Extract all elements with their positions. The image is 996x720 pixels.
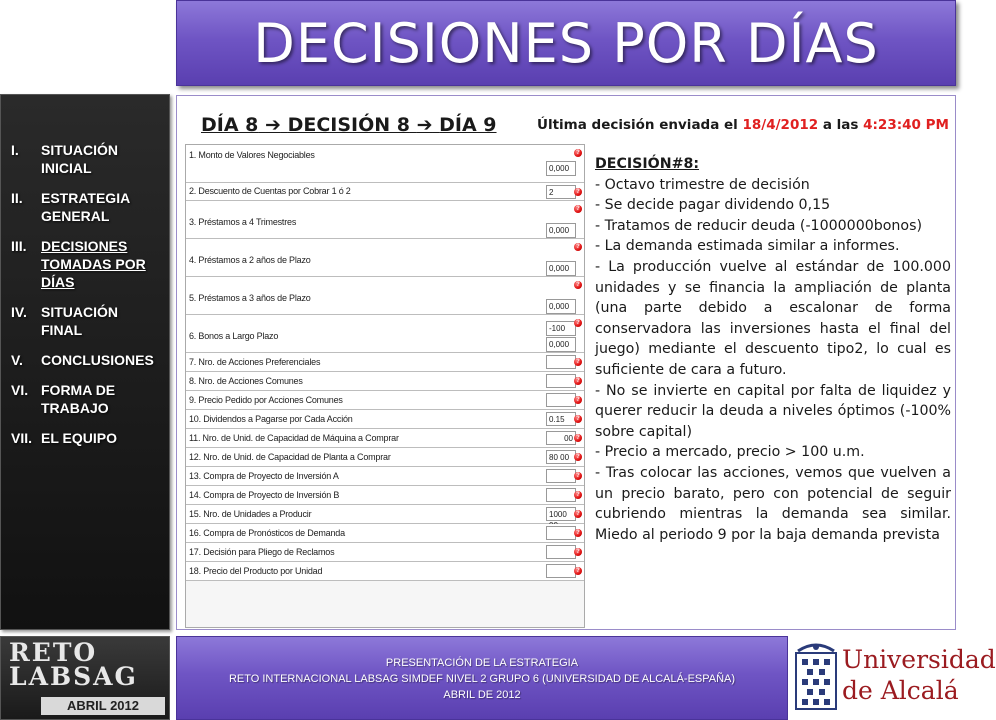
nav-item-conclusiones[interactable] (1, 351, 169, 369)
nav-item-label: SITUACIÓN FINAL (41, 304, 118, 338)
form-row (186, 467, 584, 486)
nav-item-number: IV. (11, 304, 27, 320)
help-icon[interactable]: ? (574, 396, 582, 404)
nav-item-label: CONCLUSIONES (41, 352, 154, 368)
reto-labsag-logo (0, 636, 170, 720)
nav-item-label: EL EQUIPO (41, 430, 117, 446)
help-icon[interactable]: ? (574, 434, 582, 442)
nav-item-situacion-inicial[interactable] (1, 141, 169, 177)
help-icon[interactable]: ? (574, 529, 582, 537)
help-icon[interactable]: ? (574, 243, 582, 251)
nav-item-number: VII. (11, 430, 33, 446)
form-row-input[interactable] (546, 374, 576, 388)
description-line: - Octavo trimestre de decisión (595, 176, 810, 193)
decision-description (595, 154, 951, 545)
form-row-input[interactable]: -100 (546, 321, 576, 336)
form-row (186, 372, 584, 391)
top-left-blank (0, 0, 170, 88)
description-line: - La producción vuelve al estándar de 100.000 unidades y se financia la ampliación de planta (una parte debido a escalonar de forma conservadora las inversiones hasta el final del juego) mediante el descuento tipo2, lo cual es suficiente de cara a futuro. (595, 258, 951, 378)
form-row-input[interactable]: 0,000 (546, 299, 576, 314)
form-row-input[interactable] (546, 488, 576, 502)
day-heading (201, 114, 497, 136)
decision-label: DECISIÓN 8 (287, 114, 410, 136)
nav-item-number: I. (11, 142, 19, 158)
university-name (842, 644, 996, 706)
form-row (186, 410, 584, 429)
logo-date: ABRIL 2012 (41, 697, 165, 715)
form-row-input[interactable]: 0,000 (546, 223, 576, 238)
nav-item-number: V. (11, 352, 23, 368)
form-row (186, 145, 584, 183)
form-row-label: 17. Decisión para Pliego de Reclamos (189, 547, 335, 557)
form-row-label: 9. Precio Pedido por Acciones Comunes (189, 395, 343, 405)
nav-item-number: II. (11, 190, 23, 206)
form-row (186, 486, 584, 505)
form-row-label: 2. Descuento de Cuentas por Cobrar 1 ó 2 (189, 186, 351, 196)
form-row-label: 4. Préstamos a 2 años de Plazo (189, 255, 311, 265)
form-row-label: 3. Préstamos a 4 Trimestres (189, 217, 297, 227)
form-row (186, 505, 584, 524)
form-row-input[interactable]: 2 (546, 185, 576, 199)
help-icon[interactable]: ? (574, 205, 582, 213)
left-nav (0, 94, 170, 630)
form-row-label: 5. Préstamos a 3 años de Plazo (189, 293, 311, 303)
form-row (186, 562, 584, 581)
form-row-label: 1. Monto de Valores Negociables (189, 150, 315, 160)
reto-labsag-logo-text (9, 638, 138, 691)
form-row (186, 239, 584, 277)
help-icon[interactable]: ? (574, 453, 582, 461)
title-bar (176, 0, 956, 86)
arrow-right-icon: ➔ (416, 114, 433, 136)
form-row-input[interactable]: 0,000 (546, 337, 576, 352)
nav-item-number: VI. (11, 382, 29, 398)
form-row (186, 543, 584, 562)
help-icon[interactable]: ? (574, 377, 582, 385)
help-icon[interactable]: ? (574, 415, 582, 423)
form-row (186, 315, 584, 353)
description-line: - Se decide pagar dividendo 0,15 (595, 197, 831, 214)
last-sent-date: 18/4/2012 (742, 117, 819, 133)
form-row-label: 18. Precio del Producto por Unidad (189, 566, 323, 576)
last-sent-prefix: Última decisión enviada el (537, 117, 738, 133)
help-icon[interactable]: ? (574, 472, 582, 480)
nav-item-decisiones[interactable] (1, 237, 169, 291)
form-row-label: 15. Nro. de Unidades a Producir (189, 509, 312, 519)
help-icon[interactable]: ? (574, 491, 582, 499)
day-from: DÍA 8 (201, 114, 259, 136)
form-row-label: 12. Nro. de Unid. de Capacidad de Planta a Comprar (189, 452, 391, 462)
form-row-input[interactable]: 00 (546, 431, 576, 445)
description-heading: DECISIÓN#8: (595, 156, 700, 172)
form-row-label: 6. Bonos a Largo Plazo (189, 331, 279, 341)
form-row (186, 353, 584, 372)
form-row-label: 7. Nro. de Acciones Preferenciales (189, 357, 321, 367)
help-icon[interactable]: ? (574, 358, 582, 366)
last-sent-time: 4:23:40 PM (863, 117, 949, 133)
footer-line-2: RETO INTERNACIONAL LABSAG SIMDEF NIVEL 2 GRUPO 6 (UNIVERSIDAD DE ALCALÁ-ESPAÑA) (228, 673, 736, 685)
help-icon[interactable]: ? (574, 281, 582, 289)
form-row-input[interactable] (546, 393, 576, 407)
nav-item-el-equipo[interactable] (1, 429, 169, 447)
university-emblem-icon (794, 641, 838, 715)
form-row (186, 448, 584, 467)
help-icon[interactable]: ? (574, 149, 582, 157)
form-row-input[interactable] (546, 469, 576, 483)
help-icon[interactable]: ? (574, 510, 582, 518)
footer-line-3: ABRIL DE 2012 (443, 689, 521, 701)
description-line: - Tras colocar las acciones, vemos que vuelven a un precio barato, pero con potencial de seguir cubriendo mientras la demanda sea similar. Miedo al periodo 9 por la baja demanda prevista (595, 464, 951, 543)
help-icon[interactable]: ? (574, 319, 582, 327)
form-row (186, 429, 584, 448)
logo-line-labsag: LABSAG (9, 662, 138, 691)
help-icon[interactable]: ? (574, 188, 582, 196)
help-icon[interactable]: ? (574, 548, 582, 556)
university-name-line-1: Universidad (842, 645, 996, 674)
form-row-input[interactable] (546, 526, 576, 540)
nav-item-label: DECISIONES TOMADAS POR DÍAS (41, 238, 146, 290)
form-row-label: 14. Compra de Proyecto de Inversión B (189, 490, 340, 500)
form-row (186, 391, 584, 410)
nav-item-number: III. (11, 238, 27, 254)
footer-bar (176, 636, 788, 720)
form-row-input[interactable]: 0,000 (546, 261, 576, 276)
nav-item-estrategia-general[interactable] (1, 189, 169, 225)
nav-item-label: FORMA DE TRABAJO (41, 382, 116, 416)
decision-form (185, 144, 585, 628)
form-row-input[interactable]: 0,000 (546, 161, 576, 176)
last-sent-info (537, 117, 949, 133)
university-name-line-2: de Alcalá (842, 676, 959, 705)
form-row-label: 10. Dividendos a Pagarse por Cada Acción (189, 414, 353, 424)
form-row-input[interactable]: 1000 (546, 507, 576, 521)
nav-item-situacion-final[interactable] (1, 303, 169, 339)
form-row (186, 277, 584, 315)
description-line: - Tratamos de reducir deuda (-1000000bonos) (595, 217, 923, 234)
form-row (186, 201, 584, 239)
universidad-alcala-logo (792, 636, 996, 720)
form-row-input[interactable]: 80 00 (546, 450, 576, 464)
logo-line-reto: RETO (9, 638, 98, 667)
last-sent-mid: a las (822, 117, 859, 133)
footer-line-1: PRESENTACIÓN DE LA ESTRATEGIA (385, 657, 579, 669)
description-line: - Precio a mercado, precio > 100 u.m. (595, 444, 865, 461)
form-row-label: 11. Nro. de Unid. de Capacidad de Máquina a Comprar (189, 433, 399, 443)
description-line: - La demanda estimada similar a informes. (595, 238, 900, 255)
form-row (186, 524, 584, 543)
help-icon[interactable]: ? (574, 567, 582, 575)
form-row-input[interactable] (546, 545, 576, 559)
day-to: DÍA 9 (439, 114, 497, 136)
form-row-label: 16. Compra de Pronósticos de Demanda (189, 528, 345, 538)
form-row-label: 8. Nro. de Acciones Comunes (189, 376, 303, 386)
page-title: DECISIONES POR DÍAS (253, 11, 879, 75)
form-row-input[interactable]: 0.15 (546, 412, 576, 426)
nav-item-forma-de-trabajo[interactable] (1, 381, 169, 417)
form-row-label: 13. Compra de Proyecto de Inversión A (189, 471, 339, 481)
form-row (186, 183, 584, 201)
arrow-right-icon: ➔ (265, 114, 281, 136)
nav-item-label: SITUACIÓN INICIAL (41, 142, 118, 176)
nav-item-label: ESTRATEGIA GENERAL (41, 190, 130, 224)
description-line: - No se invierte en capital por falta de liquidez y querer reducir la deuda a niveles óptimos (-100% sobre capital) (595, 382, 951, 440)
form-row-input[interactable] (546, 564, 576, 578)
main-content (176, 95, 956, 630)
form-row-input[interactable] (546, 355, 576, 369)
